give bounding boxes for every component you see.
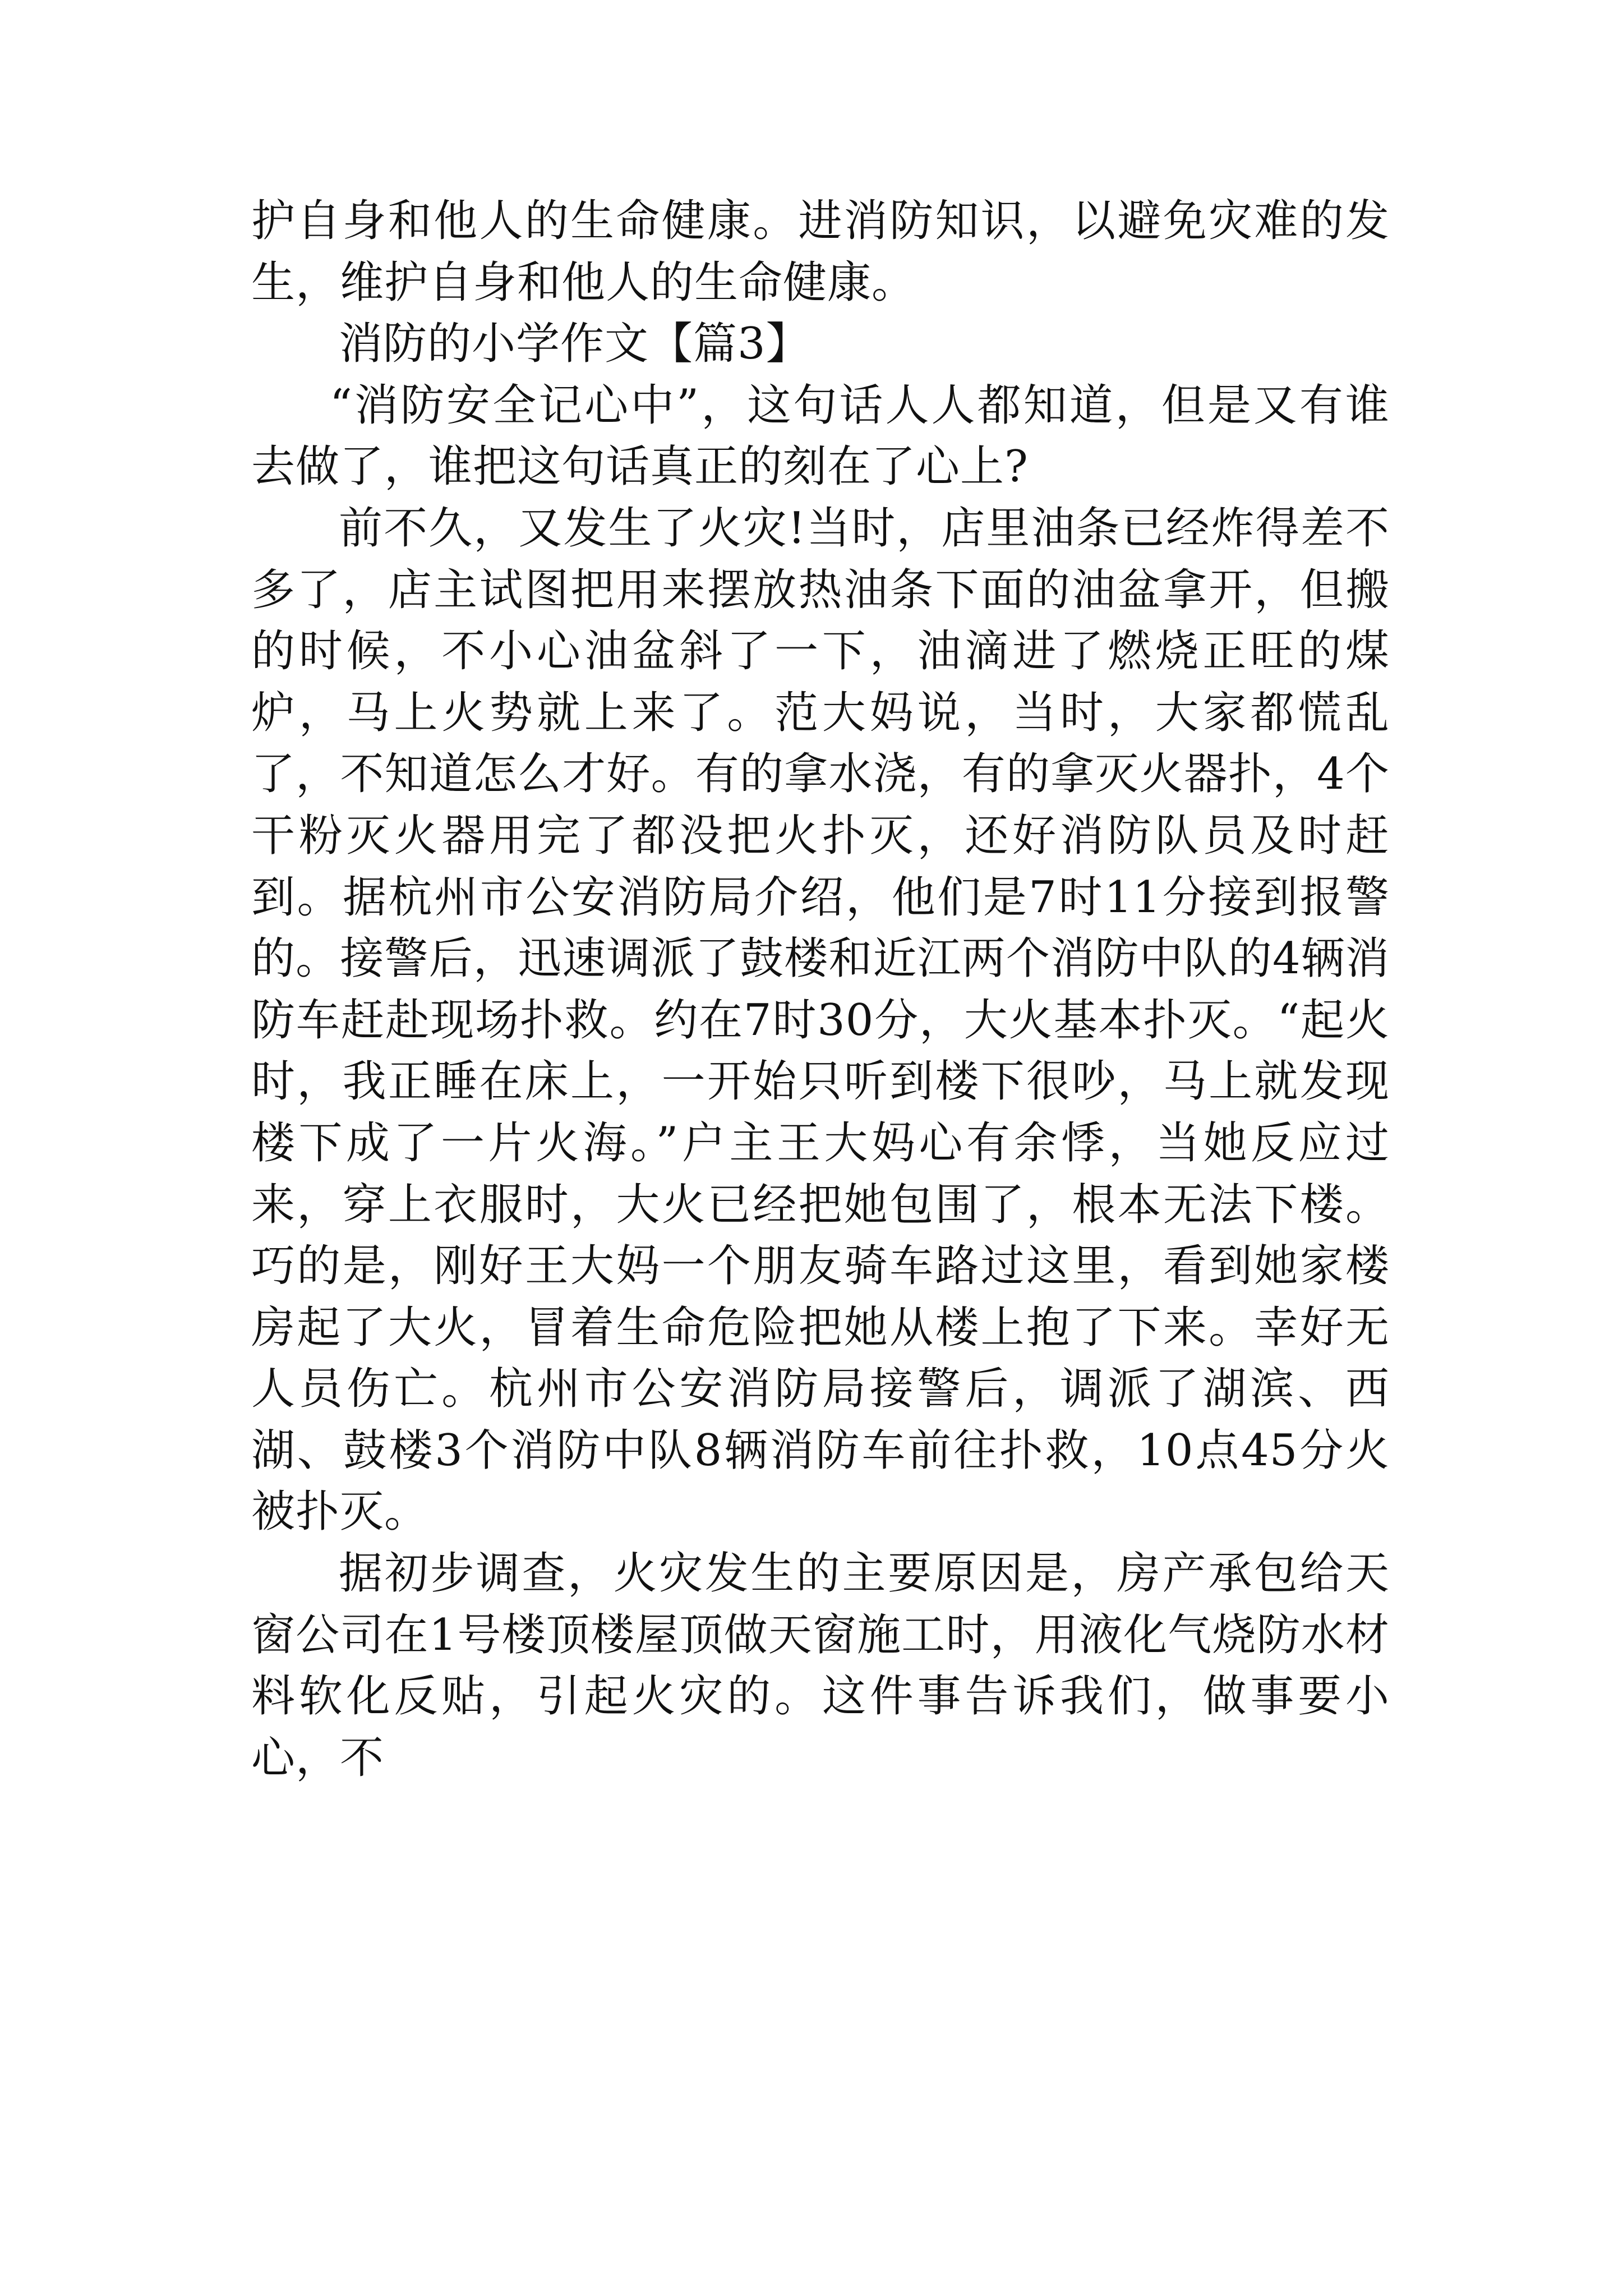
paragraph-fire-account: 前不久，又发生了火灾!当时，店里油条已经炸得差不多了，店主试图把用来摆放热油条下面的油盆拿开，但搬的时候，不小心油盆斜了一下，油滴进了燃烧正旺的煤炉，马上火势就上来了。范大妈说，当时，大家都慌乱了，不知道怎么才好。有的拿水浇，有的拿灭火器扑，4个干粉灭火器用完了都没把火扑灭，还好消防队员及时赶到。据杭州市公安消防局介绍，他们是7时11分接到报警的。接警后，迅速调派了鼓楼和近江两个消防中队的4辆消防车赶赴现场扑救。约在7时30分，大火基本扑灭。“起火时，我正睡在床上，一开始只听到楼下很吵，马上就发现楼下成了一片火海。”户主王大妈心有余悸，当她反应过来，穿上衣服时，大火已经把她包围了，根本无法下楼。巧的是，刚好王大妈一个朋友骑车路过这里，看到她家楼房起了大火，冒着生命危险把她从楼上抱了下来。幸好无人员伤亡。杭州市公安消防局接警后，调派了湖滨、西湖、鼓楼3个消防中队8辆消防车前往扑救，10点45分火被扑灭。 xyxy=(251,503,1390,1538)
document-body xyxy=(251,191,1390,1789)
section-heading: 消防的小学作文【篇3】 xyxy=(339,319,810,370)
paragraph-continued: 护自身和他人的生命健康。进消防知识，以避免灾难的发生，维护自身和他人的生命健康。 xyxy=(251,196,1390,308)
paragraph-intro: “消防安全记心中”，这句话人人都知道，但是又有谁去做了，谁把这句话真正的刻在了心上? xyxy=(251,380,1390,493)
paragraph-investigation: 据初步调查，火灾发生的主要原因是，房产承包给天窗公司在1号楼顶楼屋顶做天窗施工时，用液化气烧防水材料软化反贴，引起火灾的。这件事告诉我们，做事要小心，不 xyxy=(251,1548,1390,1783)
